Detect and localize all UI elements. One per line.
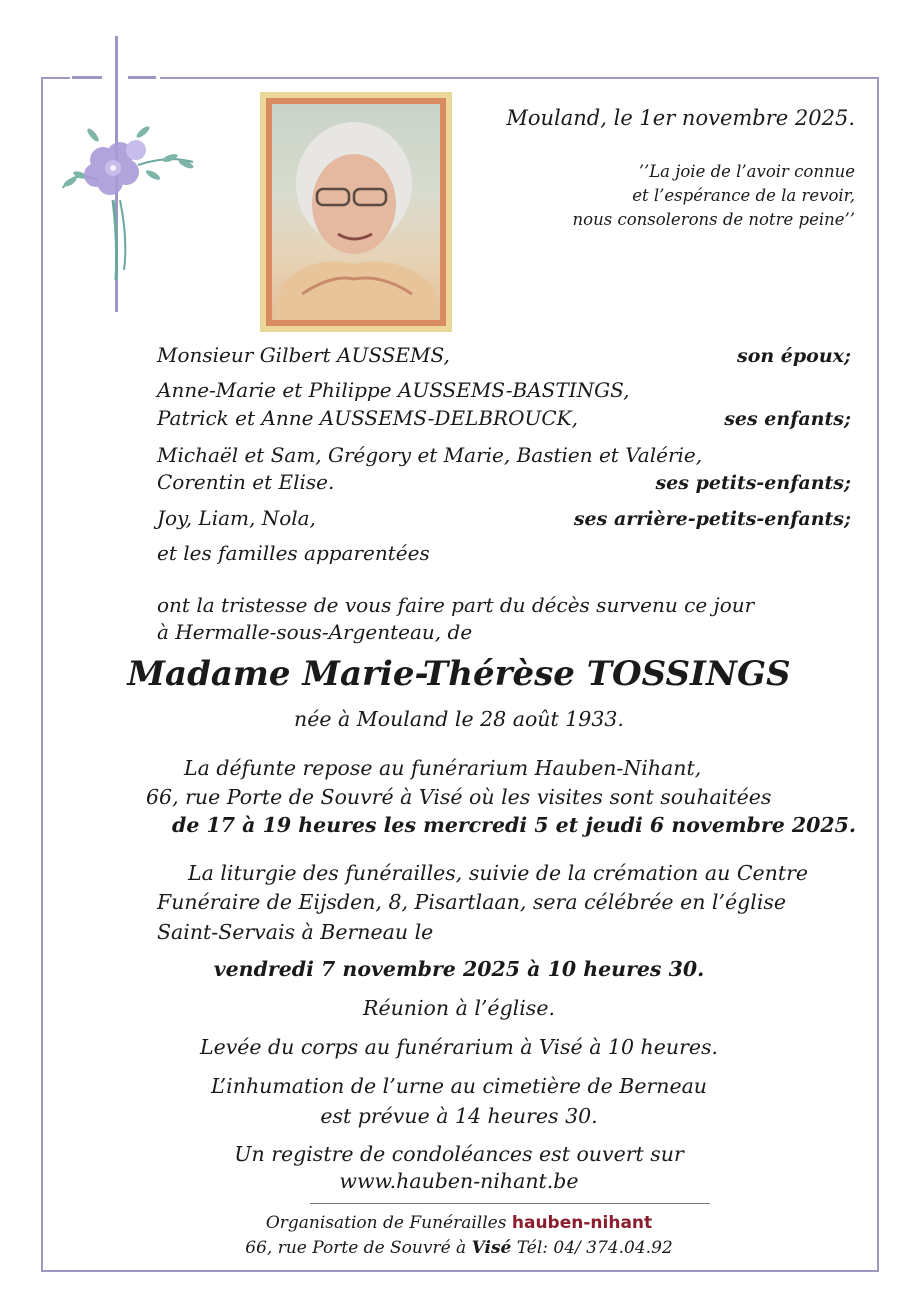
great-grandchildren-role: ses arrière-petits-enfants;	[573, 508, 851, 530]
urn-line-2: est prévue à 14 heures 30.	[320, 1104, 598, 1128]
visitation-hours: de 17 à 19 heures les mercredi 5 et jeudi 6 novembre 2025.	[172, 813, 857, 837]
footer-divider	[310, 1203, 710, 1204]
quote	[573, 160, 855, 232]
date-line: Mouland, le 1er novembre 2025.	[506, 106, 855, 130]
portrait-illustration	[272, 104, 440, 320]
urn-line-1: L’inhumation de l’urne au cimetière de Berneau	[210, 1074, 708, 1098]
phone: Tél: 04/ 374.04.92	[516, 1238, 673, 1258]
announcement-line-2: à Hermalle-sous-Argenteau, de	[157, 620, 473, 644]
relatives: et les familles apparentées	[157, 541, 430, 565]
brand-logo: hauben-nihant	[511, 1213, 653, 1233]
children-line-2: Patrick et Anne AUSSEMS-DELBROUCK,	[157, 406, 578, 430]
funeral-line-1: La liturgie des funérailles, suivie de la crémation au Centre	[188, 861, 809, 885]
cross-arm-right	[128, 76, 156, 79]
visitation-line-1: La défunte repose au funérarium Hauben-Nihant,	[184, 756, 702, 780]
register-url: www.hauben-nihant.be	[339, 1169, 579, 1193]
meeting-line: Réunion à l’église.	[363, 996, 555, 1020]
funeral-line-3: Saint-Servais à Berneau le	[157, 920, 434, 944]
portrait-photo	[272, 104, 440, 320]
announcement-line-1: ont la tristesse de vous faire part du décès survenu ce jour	[157, 593, 755, 617]
visitation-line-2: 66, rue Porte de Souvré à Visé où les visites sont souhaitées	[146, 785, 772, 809]
register-line: Un registre de condoléances est ouvert sur	[234, 1142, 684, 1166]
quote-line: nous consolerons de notre peine’’	[572, 210, 855, 229]
flower-icon	[58, 120, 198, 290]
spouse-name: Monsieur Gilbert AUSSEMS,	[157, 343, 450, 367]
portrait-frame	[260, 92, 452, 332]
quote-line: ’’La joie de l’avoir connue	[638, 162, 855, 181]
org-prefix: Organisation de Funérailles	[265, 1213, 507, 1233]
grandchildren-line-2: Corentin et Elise.	[157, 470, 335, 494]
great-grandchildren: Joy, Liam, Nola,	[157, 506, 316, 530]
portrait-mat	[266, 98, 446, 326]
address-city: Visé	[471, 1238, 512, 1258]
footer-organisation	[0, 1213, 918, 1233]
address-prefix: 66, rue Porte de Souvré à	[245, 1238, 467, 1258]
grandchildren-line-1: Michaël et Sam, Grégory et Marie, Bastien et Valérie,	[157, 443, 703, 467]
children-role: ses enfants;	[724, 408, 851, 430]
funeral-line-2: Funéraire de Eijsden, 8, Pisartlaan, sera célébrée en l’église	[157, 890, 787, 914]
levee-line: Levée du corps au funérarium à Visé à 10 heures.	[199, 1035, 719, 1059]
funeral-datetime: vendredi 7 novembre 2025 à 10 heures 30.	[213, 957, 705, 981]
children-line-1: Anne-Marie et Philippe AUSSEMS-BASTINGS,	[157, 378, 630, 402]
cross-arm-left	[72, 76, 102, 79]
birth-line: née à Mouland le 28 août 1933.	[294, 707, 624, 731]
footer-address	[0, 1238, 918, 1258]
quote-line: et l’espérance de la revoir,	[632, 186, 855, 205]
grandchildren-role: ses petits-enfants;	[655, 472, 851, 494]
deceased-name: Madame Marie-Thérèse TOSSINGS	[127, 654, 791, 694]
spouse-role: son époux;	[737, 345, 851, 367]
